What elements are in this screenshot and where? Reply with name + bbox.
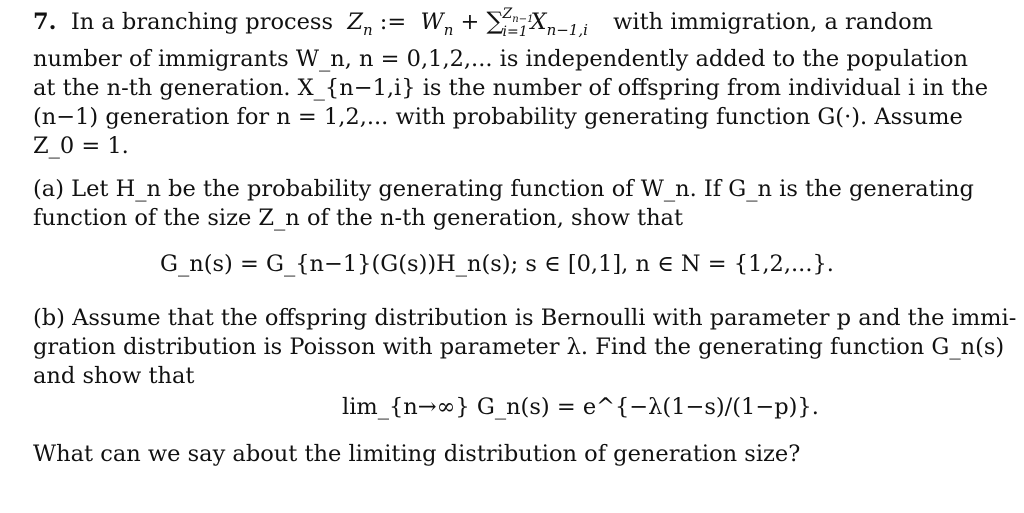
problem-number: 7. (33, 9, 57, 35)
intro-line-2: number of immigrants W_n, n = 0,1,2,... is independently added to the population (33, 46, 969, 72)
intro-line-5: Z_0 = 1. (33, 133, 129, 159)
problem-text (33, 6, 989, 233)
part-b-line-3: and show that (33, 363, 195, 389)
intro-definition: $Z_n$ := $W_n$ + ∑ $Z_{n-1}$ i=1 $X_{n-1,i}$ (347, 6, 588, 40)
intro-line-3: at the n-th generation. X_{n−1,i} is the number of offspring from individual i in the (33, 75, 989, 101)
part-a (33, 175, 974, 233)
intro-line-4: (n−1) generation for n = 1,2,... with probability generating function G(·). Assume (33, 104, 963, 130)
part-a-equation: G_n(s) = G_{n−1}(G(s))H_n(s); s ∈ [0,1], n ∈ N = {1,2,...}. (160, 251, 834, 277)
part-a-line-2: function of the size Z_n of the n-th generation, show that (33, 205, 684, 231)
problem-intro (33, 6, 989, 161)
part-b-line-1: (b) Assume that the offspring distribution is Bernoulli with parameter p and the immi- (33, 305, 1017, 331)
part-b-line-2: gration distribution is Poisson with parameter λ. Find the generating function G_n(s) (33, 334, 1005, 360)
part-a-line-1: (a) Let H_n be the probability generating function of W_n. If G_n is the generating (33, 176, 974, 202)
intro-line-1: 7. In a branching process $Z_n$ := $W_n$ + ∑ $Z_{n-1}$ i=1 $X_{n-1,i}$ with immigration, a random (33, 6, 933, 40)
part-b-equation: lim_{n→∞} G_n(s) = e^{−λ(1−s)/(1−p)}. (342, 394, 819, 420)
final-question: What can we say about the limiting distribution of generation size? (33, 441, 801, 467)
